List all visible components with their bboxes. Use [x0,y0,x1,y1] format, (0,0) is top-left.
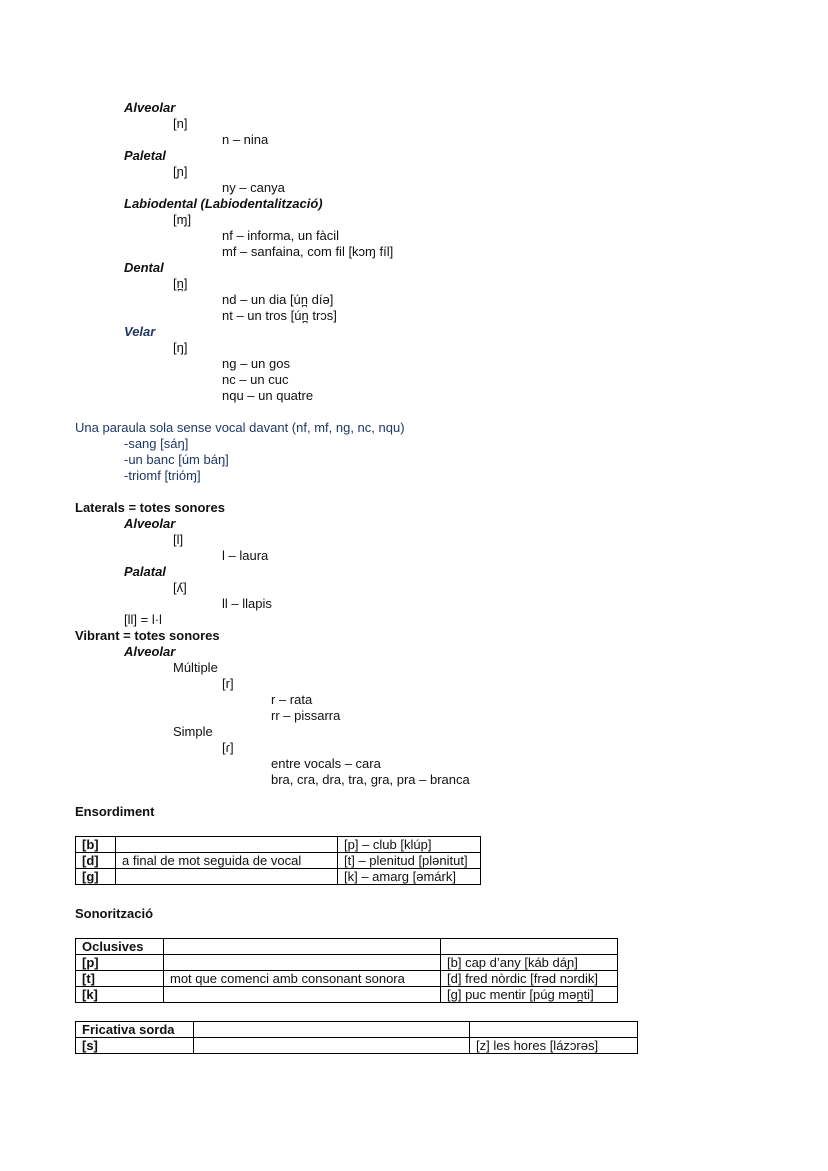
table-row [76,955,618,971]
table-cell [164,955,441,971]
heading-alveolar: Alveolar [124,644,176,659]
table-row [76,1022,638,1038]
heading-alveolar: Alveolar [124,516,176,531]
example: nqu – un quatre [222,388,314,403]
table-row [76,987,618,1003]
example: nd – un dia [ún̪ díə] [222,292,334,307]
table-cell: mot que comenci amb consonant sonora [164,971,441,987]
list-item: -sang [sáŋ] [124,436,189,451]
table-header: Fricativa sorda [76,1022,194,1038]
table-cell: [s] [76,1038,194,1054]
table-cell [194,1038,470,1054]
ipa-palatal: [ɲ] [173,164,188,179]
geminate-note: [ll] = l·l [124,612,162,627]
laterals-heading: Laterals = totes sonores [75,500,225,515]
example: nc – un cuc [222,372,289,387]
sonoritzacio-heading: Sonorització [75,906,154,921]
ipa-lateral-alveolar: [l] [173,532,184,547]
paraula-sola-heading: Una paraula sola sense vocal davant (nf, mf, ng, nc, nqu) [75,420,405,435]
table-row [76,1038,638,1054]
table-cell: [g] puc mentir [púg mən̪ti] [441,987,618,1003]
example: mf – sanfaina, com fil [kɔɱ fíl] [222,244,394,259]
ipa-alveolar: [n] [173,116,188,131]
table-cell: [p] [76,955,164,971]
list-item: -triomf [trióɱ] [124,468,201,483]
table-cell [194,1022,470,1038]
example: l – laura [222,548,269,563]
example: ll – llapis [222,596,272,611]
example: n – nina [222,132,269,147]
table-row [76,939,618,955]
table-cell: [b] [76,837,116,853]
table-cell: [g] [76,869,116,885]
table-cell: a final de mot seguida de vocal [116,853,338,869]
example: ng – un gos [222,356,290,371]
ensordiment-heading: Ensordiment [75,804,155,819]
oclusives-table [75,938,618,1003]
table-row [76,837,481,853]
multiple-heading: Múltiple [173,660,218,675]
list-item: -un banc [úm báŋ] [124,452,229,467]
ipa-dental: [n̪] [173,276,188,291]
table-cell: [d] fred nòrdic [frəd nɔrdik] [441,971,618,987]
example: rr – pissarra [271,708,341,723]
example: bra, cra, dra, tra, gra, pra – branca [271,772,470,787]
table-cell [116,869,338,885]
ipa-multiple: [r] [222,676,234,691]
table-cell: [t] – plenitud [plənitut] [338,853,481,869]
table-cell: [d] [76,853,116,869]
ensordiment-table [75,836,481,885]
simple-heading: Simple [173,724,213,739]
table-cell: [b] cap d’any [káb dáɲ] [441,955,618,971]
heading-labiodental: Labiodental (Labiodentalització) [124,196,323,211]
example: ny – canya [222,180,285,195]
table-header: Oclusives [76,939,164,955]
table-cell: [p] – club [klúp] [338,837,481,853]
table-cell: [k] – amarg [əmárk] [338,869,481,885]
heading-palatal: Palatal [124,564,166,579]
table-cell [164,987,441,1003]
table-cell [116,837,338,853]
example: entre vocals – cara [271,756,381,771]
heading-palatal: Paletal [124,148,166,163]
ipa-lateral-palatal: [ʎ] [173,580,187,595]
heading-dental: Dental [124,260,164,275]
ipa-labiodental: [ɱ] [173,212,192,227]
ipa-velar: [ŋ] [173,340,188,355]
table-cell: [k] [76,987,164,1003]
table-cell [441,939,618,955]
ipa-simple: [ɾ] [222,740,234,755]
table-row [76,853,481,869]
example: nf – informa, un fàcil [222,228,340,243]
table-cell: [t] [76,971,164,987]
example: r – rata [271,692,313,707]
table-cell: [z] les hores [lázɔrəs] [470,1038,638,1054]
heading-velar: Velar [124,324,156,339]
vibrant-heading: Vibrant = totes sonores [75,628,220,643]
table-cell [164,939,441,955]
example: nt – un tros [ún̪ trɔs] [222,308,337,323]
table-cell [470,1022,638,1038]
table-row [76,971,618,987]
fricativa-table [75,1021,638,1054]
heading-alveolar: Alveolar [124,100,176,115]
table-row [76,869,481,885]
